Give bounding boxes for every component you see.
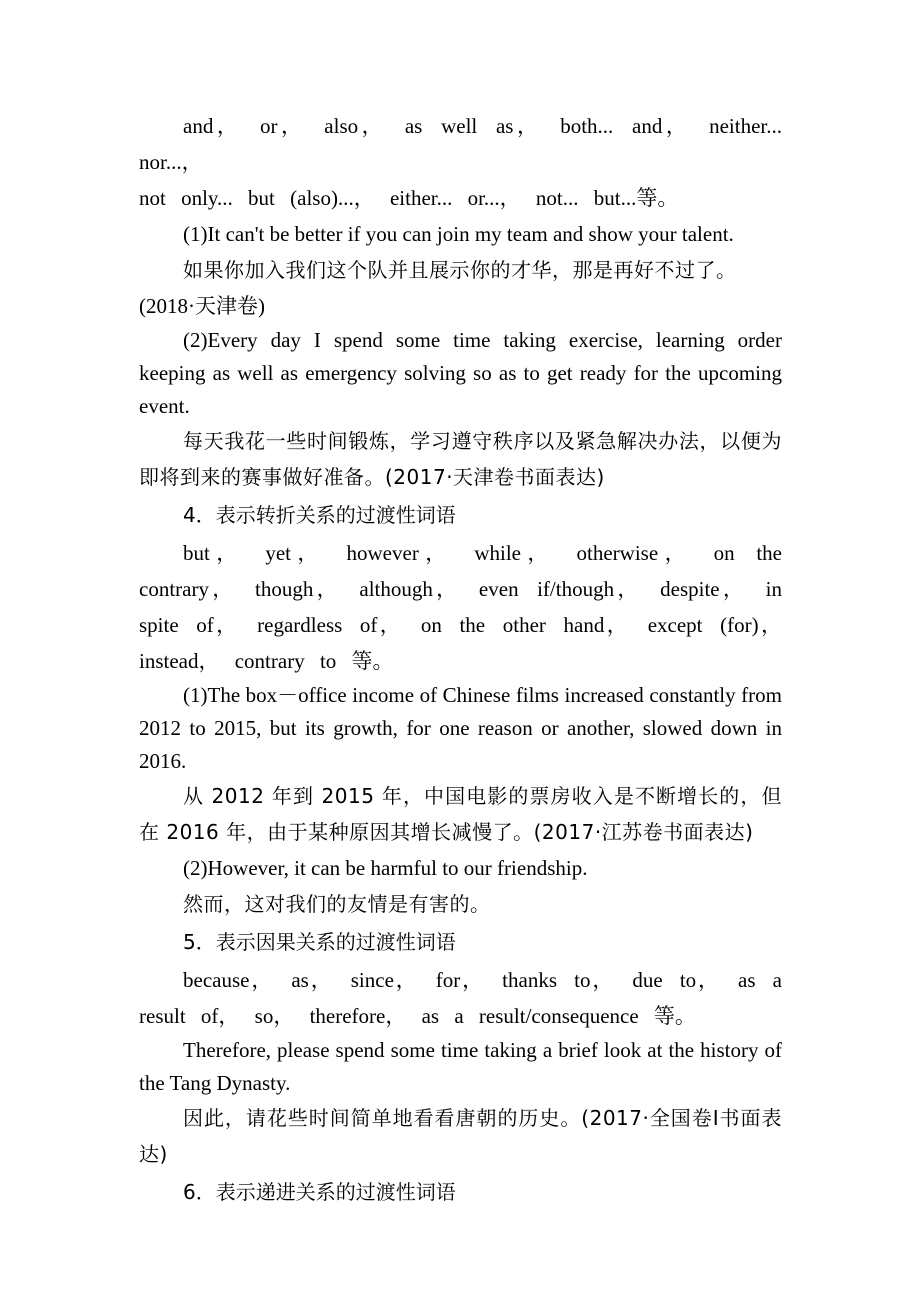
example-sentence: Therefore, please spend some time taking a brief look at the history of the Tang Dynasty. [139,1038,782,1095]
section-heading-progression: 6．表示递进关系的过渡性词语 [183,1180,456,1204]
section-heading-contrast: 4．表示转折关系的过渡性词语 [183,503,456,527]
example-sentence: (1)It can't be better if you can join my team and show your talent. [183,222,734,246]
connector-list-and: and， or， also， as well as， both... and， neither... nor...， [139,114,782,174]
connector-list-cause: because， as， since， for， thanks to， due to， as a result of， so， therefore， as a result/consequence 等。 [139,968,782,1028]
example-source: (2018·天津卷) [139,294,265,318]
example-translation: 因此，请花些时间简单地看看唐朝的历史。(2017·全国卷Ⅰ书面表达) [139,1106,782,1166]
example-sentence: (2)Every day I spend some time taking exercise, learning order keeping as well as emergency solving so as to get ready for the upcoming event. [139,328,782,418]
connector-list-contrast: but， yet， however， while， otherwise， on the contrary， though， although， even if/though， despite， in spite of， regardless of， on the other hand， except (for)， instead， contrary to 等。 [139,541,782,673]
document-page [139,108,782,1212]
example-sentence: (2)However, it can be harmful to our friendship. [183,856,588,880]
section-heading-cause: 5．表示因果关系的过渡性词语 [183,930,456,954]
example-translation: 从 2012 年到 2015 年，中国电影的票房收入是不断增长的，但在 2016 年，由于某种原因其增长减慢了。(2017·江苏卷书面表达) [139,784,782,844]
example-sentence: (1)The box－office income of Chinese films increased constantly from 2012 to 2015, but its growth, for one reason or another, slowed down in 2016. [139,683,782,773]
connector-list-and-cont: not only... but (also)...， either... or...， not... but...等。 [139,186,679,210]
example-translation: 然而，这对我们的友情是有害的。 [183,892,491,916]
example-translation: 如果你加入我们这个队并且展示你的才华，那是再好不过了。 [183,258,737,282]
example-translation: 每天我花一些时间锻炼，学习遵守秩序以及紧急解决办法，以便为即将到来的赛事做好准备。(2017·天津卷书面表达) [139,429,782,489]
